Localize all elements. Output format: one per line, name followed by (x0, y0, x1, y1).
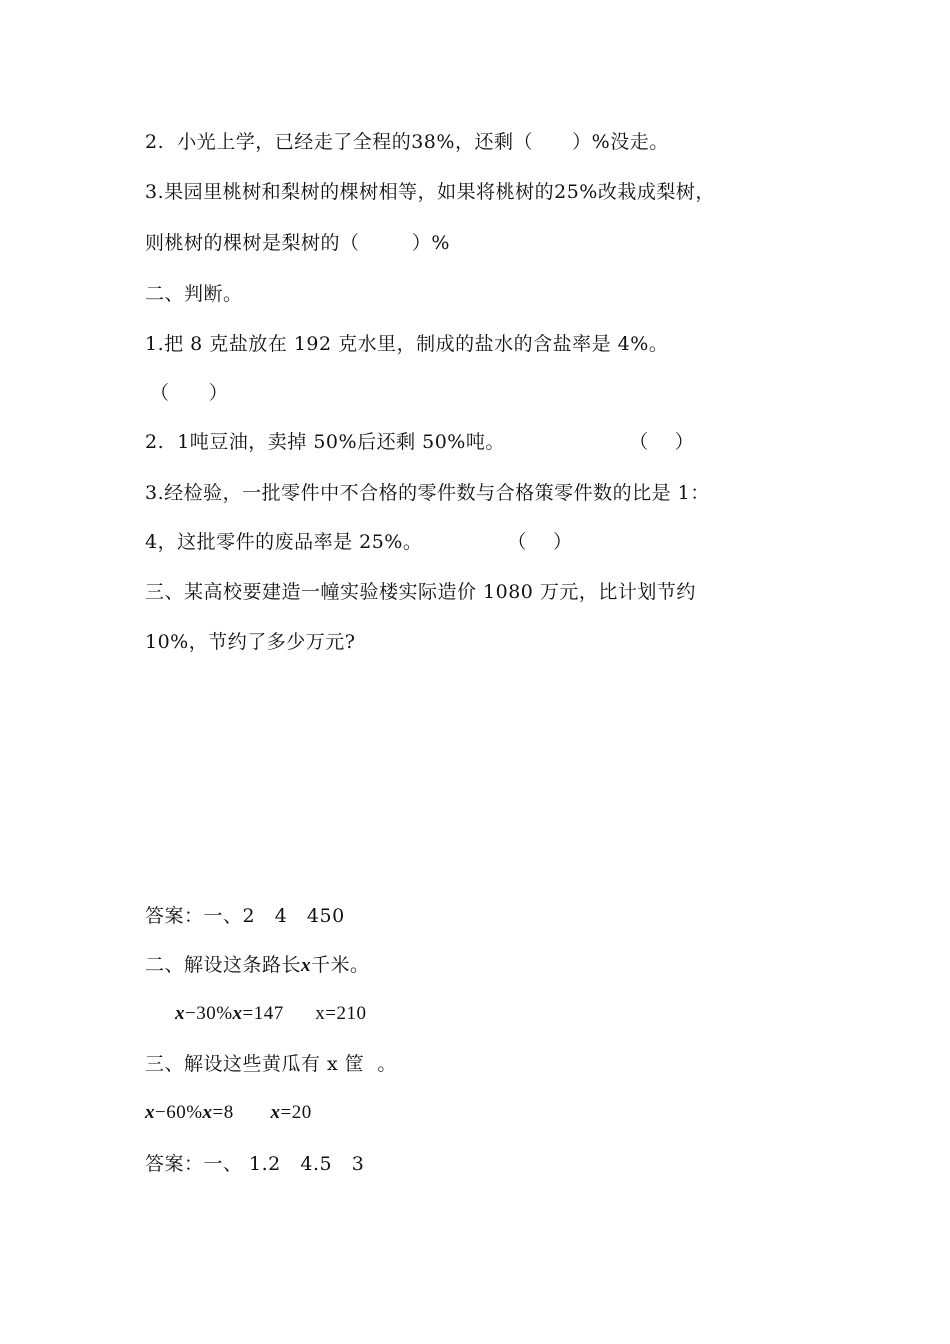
answer-key-1: 答案：一、2 4 450 (145, 905, 345, 927)
equation2-part-2: =8 (212, 1102, 271, 1123)
equation-part-1: −30% (185, 1003, 233, 1024)
equation2-var-2: x (202, 1102, 213, 1123)
equation2-part-1: −60% (155, 1102, 203, 1123)
question-3-line-1: 3.果园里桃树和梨树的棵树相等，如果将桃树的25%改栽成梨树， (145, 181, 715, 203)
answer-key-6: 答案：一、 1.2 4.5 3 (145, 1153, 365, 1175)
judgement-3-line-1: 3.经检验，一批零件中不合格的零件数与合格策零件数的比是 1： (145, 482, 710, 504)
answer-key-3-equation (175, 1002, 366, 1026)
question-2-percent-remaining: 2. 小光上学，已经走了全程的38%，还剩（ ）%没走。 (145, 131, 669, 153)
judgement-3-line-2: 4，这批零件的废品率是 25%。 （ ） (145, 531, 573, 553)
answer-key-2 (145, 953, 370, 978)
answer-2-variable: x (301, 955, 312, 976)
equation2-var-3: x (270, 1102, 281, 1123)
equation-var-1: x (175, 1003, 185, 1024)
equation-var-2: x (232, 1003, 243, 1024)
answer-key-5-equation (145, 1101, 312, 1125)
question-3-line-2: 则桃树的棵树是梨树的（ ）% (145, 232, 450, 254)
judgement-1-answer-blank: （ ） (150, 382, 229, 404)
answer-2-prefix: 二、解设这条路长 (145, 954, 302, 976)
judgement-1-line-1: 1.把 8 克盐放在 192 克水里，制成的盐水的含盐率是 4%。 (145, 333, 669, 355)
judgement-2: 2. 1吨豆油，卖掉 50%后还剩 50%吨。 （ ） (145, 431, 695, 453)
equation2-part-3: =20 (280, 1102, 312, 1123)
answer-key-4: 三、解设这些黄瓜有 x 筐 。 (145, 1053, 397, 1075)
equation2-var-1: x (145, 1102, 155, 1123)
section-3-problem-line-1: 三、某高校要建造一幢实验楼实际造价 1080 万元，比计划节约 (145, 581, 696, 603)
section-2-heading: 二、判断。 (145, 283, 243, 305)
section-3-problem-line-2: 10%，节约了多少万元? (145, 631, 356, 653)
answer-2-suffix: 千米。 (311, 954, 370, 976)
equation-part-2: =147 x=210 (242, 1003, 367, 1024)
